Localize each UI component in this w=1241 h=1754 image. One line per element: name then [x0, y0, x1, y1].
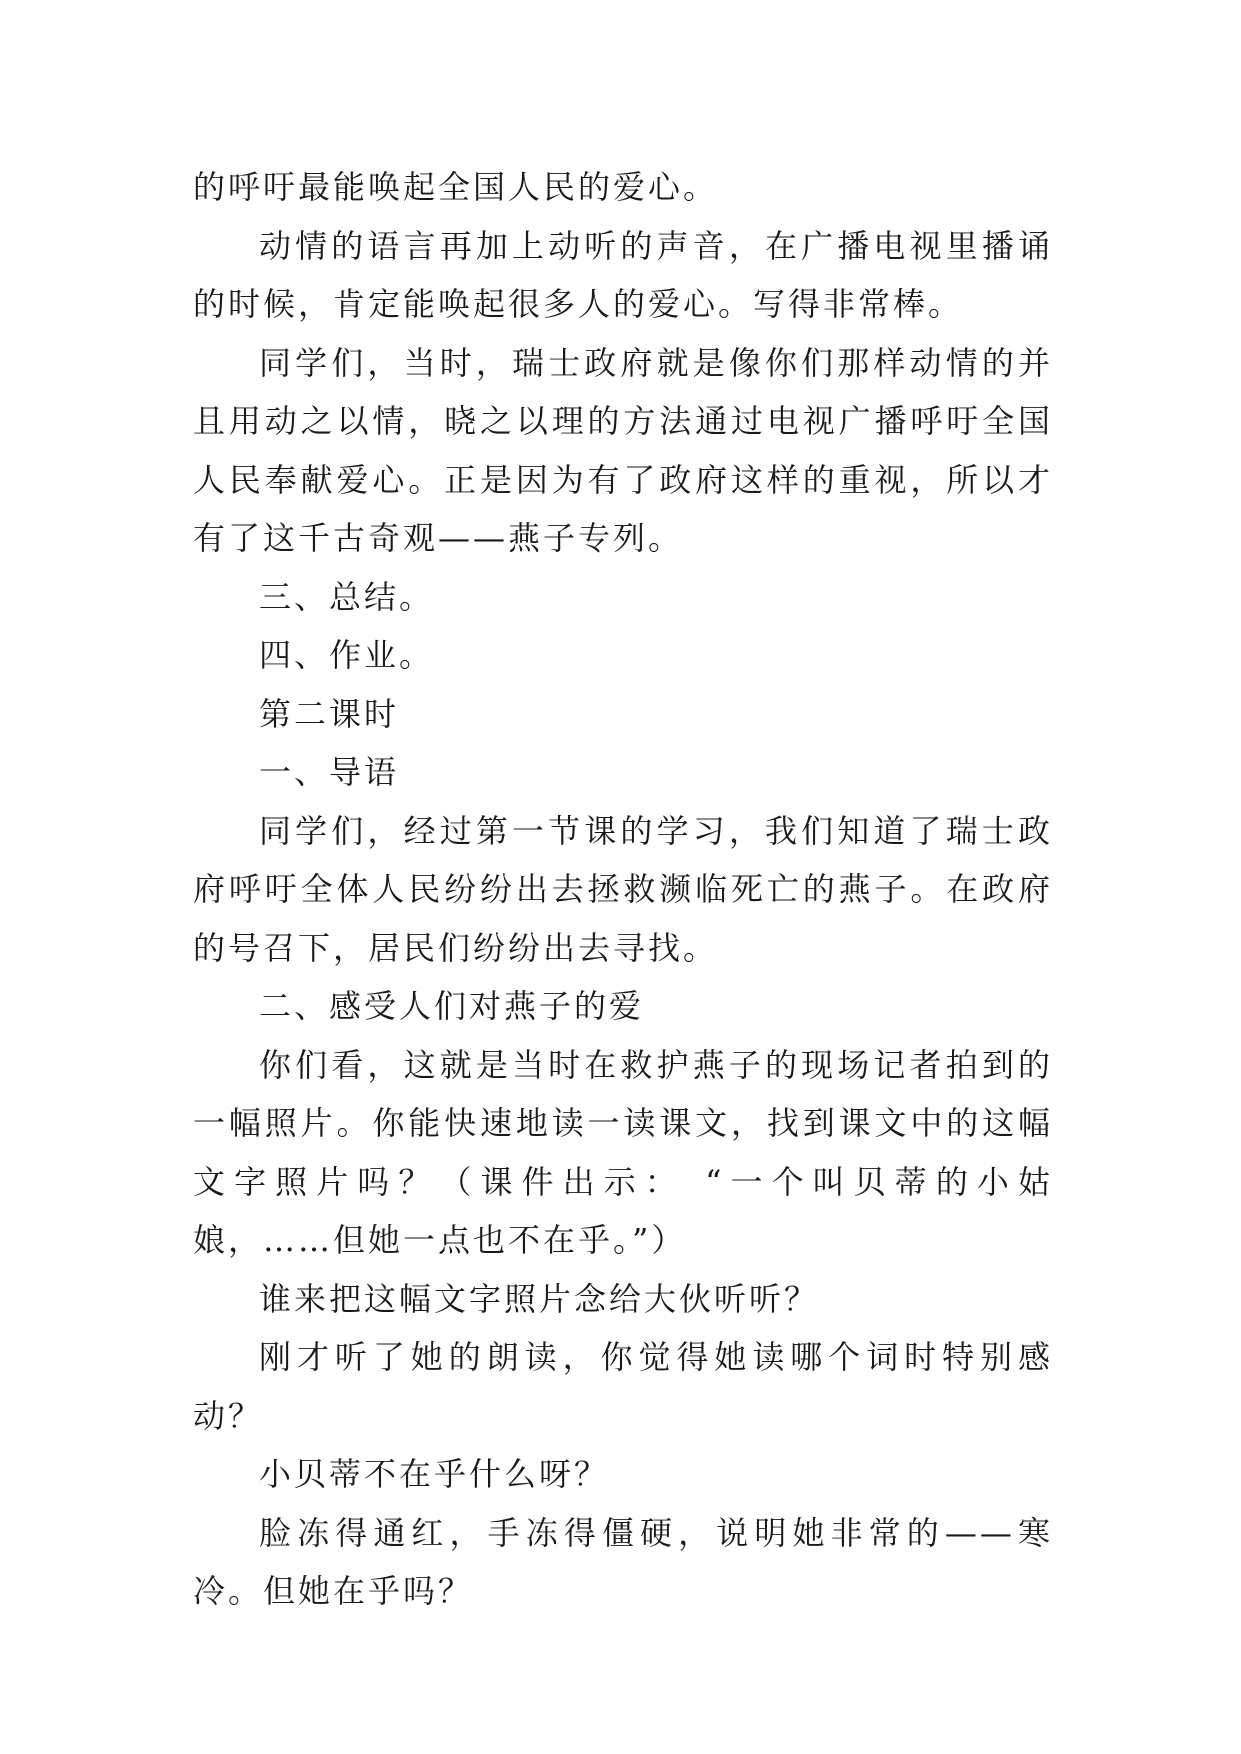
paragraph: 动情的语言再加上动听的声音，在广播电视里播诵的时候，肯定能唤起很多人的爱心。写得非常棒。 [193, 226, 1053, 323]
document-body [193, 158, 1053, 1621]
section-heading: 二、感受人们对燕子的爱 [259, 987, 645, 1025]
paragraph: 小贝蒂不在乎什么呀？ [259, 1455, 610, 1493]
paragraph: 谁来把这幅文字照片念给大伙听听？ [259, 1279, 820, 1318]
paragraph: 你们看，这就是当时在救护燕子的现场记者拍到的一幅照片。你能快速地读一读课文，找到课文中的这幅文字照片吗？（课件出示： “一个叫贝蒂的小姑娘，……但她一点也不在乎。”） [193, 1045, 1053, 1259]
paragraph: 脸冻得通红，手冻得僵硬，说明她非常的——寒冷。但她在乎吗？ [193, 1513, 1053, 1610]
section-heading: 三、总结。 [259, 577, 435, 616]
section-heading: 一、导语 [259, 753, 400, 791]
paragraph: 的呼吁最能唤起全国人民的爱心。 [193, 168, 719, 206]
paragraph: 刚才听了她的朗读，你觉得她读哪个词时特别感动？ [193, 1338, 1053, 1435]
paragraph: 同学们，当时，瑞士政府就是像你们那样动情的并且用动之以情，晓之以理的方法通过电视广播呼吁全国人民奉献爱心。正是因为有了政府这样的重视，所以才有了这千古奇观——燕子专列。 [193, 343, 1053, 557]
lesson-heading: 第二课时 [259, 694, 400, 733]
section-heading: 四、作业。 [259, 636, 435, 674]
paragraph: 同学们，经过第一节课的学习，我们知道了瑞士政府呼吁全体人民纷纷出去拯救濒临死亡的燕子。在政府的号召下，居民们纷纷出去寻找。 [193, 811, 1053, 967]
